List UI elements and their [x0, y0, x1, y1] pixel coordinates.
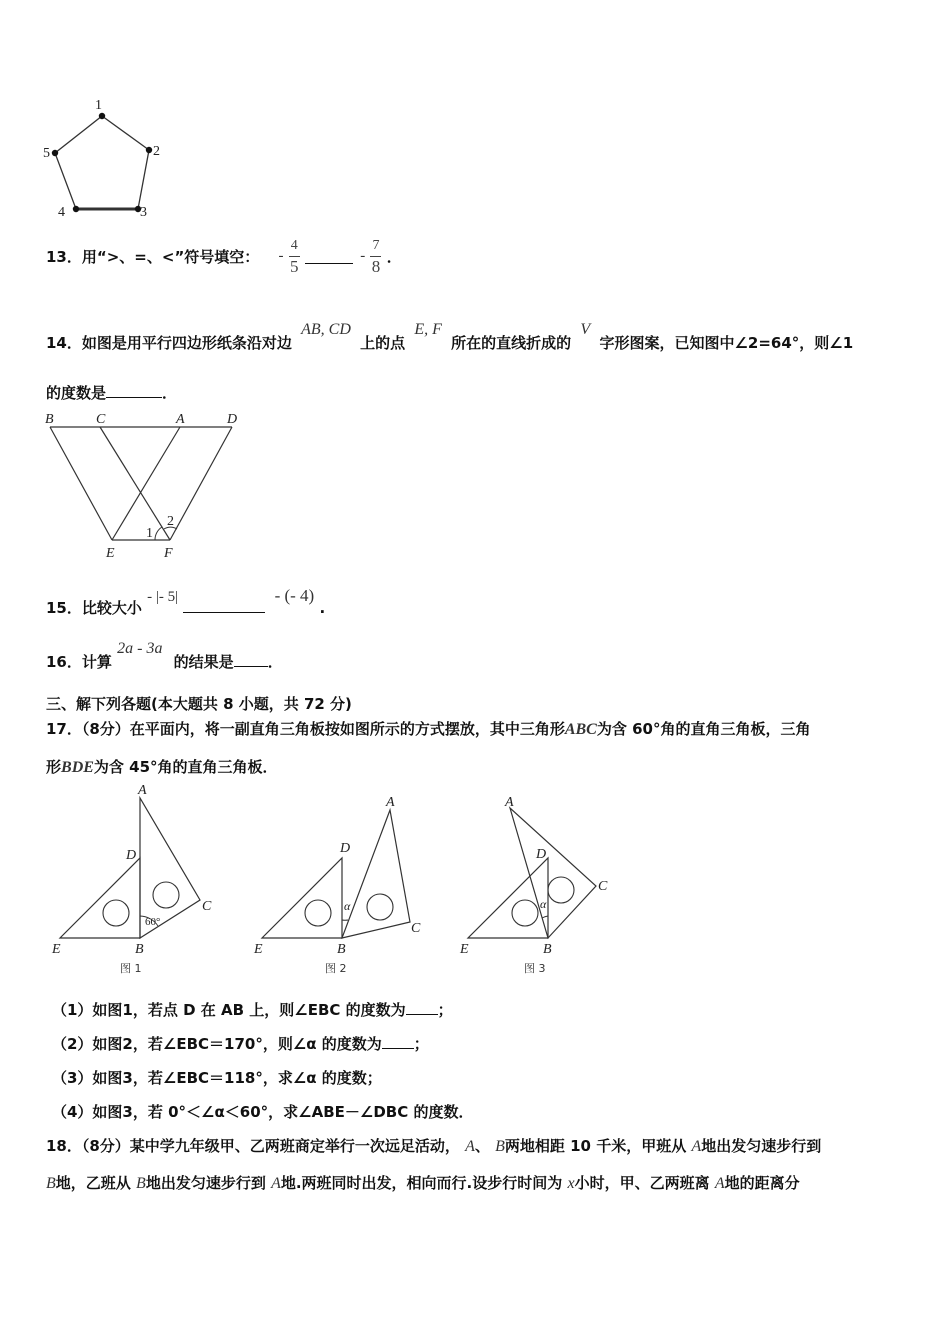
fig2-label: B — [337, 942, 346, 957]
fig2-label: E — [254, 942, 263, 957]
fig14-label-e: E — [106, 546, 115, 561]
q18-var-a: A — [714, 1175, 725, 1192]
q13-frac1-denominator: 5 — [290, 257, 299, 276]
q15-answer-blank[interactable] — [183, 612, 265, 613]
q15-prefix: 15．比较大小 — [46, 599, 142, 617]
figure-2 — [253, 795, 421, 975]
q14-math-abcd: AB, CD — [301, 321, 351, 338]
fig1-caption: 图 1 — [120, 962, 142, 975]
q15-right-expr: - (- 4) — [274, 586, 315, 605]
q17-sub1-blank[interactable] — [406, 1014, 438, 1015]
q17-text-1b: 为含 60°角的直角三角板，三角 — [596, 720, 811, 738]
question-16 — [46, 640, 283, 672]
fig2-label: D — [340, 841, 351, 856]
q13-answer-blank[interactable] — [305, 263, 353, 264]
q18-text-2e: 地的距离分 — [724, 1174, 800, 1192]
q13-frac2-denominator: 8 — [371, 257, 381, 276]
q17-text-1: 17．（8分）在平面内，将一副直角三角板按如图所示的方式摆放，其中三角形 — [46, 720, 565, 738]
q16-suffix: 的结果是 — [173, 653, 234, 671]
q13-fraction-1 — [289, 236, 300, 277]
q18-text-1b: 两地相距 10 千米，甲班从 — [504, 1137, 687, 1155]
q18-text-2d: 小时，甲、乙两班离 — [574, 1174, 710, 1192]
q14-text-1: 14．如图是用平行四边形纸条沿对边 — [46, 334, 292, 352]
q13-fraction-2 — [370, 236, 381, 277]
figure-3 — [459, 795, 608, 975]
q18-text-1c: 地出发匀速步行到 — [701, 1137, 822, 1155]
q18-text-2b: 地出发匀速步行到 — [145, 1174, 266, 1192]
question-14 — [46, 320, 853, 353]
question-17-line-2 — [46, 756, 278, 777]
q17-bde: BDE — [61, 759, 94, 776]
fig3-label: B — [543, 942, 552, 957]
fig3-label: C — [598, 879, 608, 894]
q14-text-4: 字形图案，已知图中∠2=64°，则∠1 — [599, 334, 854, 352]
q18-var-b: B — [46, 1175, 56, 1192]
q18-sep: 、 — [474, 1137, 490, 1155]
fig2-caption: 图 2 — [325, 962, 347, 975]
q13-frac2-numerator: 7 — [370, 236, 381, 257]
pentagon-label: 5 — [43, 146, 50, 161]
q14-text-2: 上的点 — [360, 334, 406, 352]
q18-var-a: A — [691, 1138, 702, 1155]
fig1-label: C — [202, 899, 212, 914]
q18-text-2a: 地，乙班从 — [55, 1174, 131, 1192]
fig3-label: E — [460, 942, 469, 957]
pentagon-figure — [38, 92, 168, 227]
fig14-angle-1: 1 — [146, 526, 153, 541]
q14-end: ． — [162, 384, 178, 402]
fig1-label: B — [135, 942, 144, 957]
q14-line2: 的度数是 — [46, 384, 107, 402]
fig14-label-c: C — [96, 412, 106, 427]
q17-sub-4: （4）如图3，若 0°＜∠α＜60°，求∠ABE－∠DBC 的度数． — [52, 1103, 474, 1121]
fig14-label-b: B — [45, 412, 54, 427]
q13-frac1-numerator: 4 — [289, 236, 300, 257]
fig3-label: D — [536, 847, 547, 862]
pentagon-vertex — [73, 206, 79, 212]
pentagon-label: 1 — [95, 98, 102, 113]
pentagon-vertex — [146, 147, 152, 153]
q13-end: ． — [386, 248, 402, 266]
q18-var-x: x — [567, 1175, 575, 1192]
question-18-line-1 — [46, 1135, 821, 1156]
q18-text-1a: 18．（8分）某中学九年级甲、乙两班商定举行一次远足活动， — [46, 1137, 460, 1155]
q17-sub-1 — [52, 999, 453, 1020]
q17-sub1-text: （1）如图1，若点 D 在 AB 上，则∠EBC 的度数为 — [52, 1001, 406, 1019]
q15-end: . — [319, 599, 326, 617]
q14-answer-blank[interactable] — [106, 397, 162, 398]
q14-text-3: 所在的直线折成的 — [451, 334, 572, 352]
pentagon-vertex — [99, 113, 105, 119]
question-17-line-1 — [46, 718, 810, 739]
q17-sub2-blank[interactable] — [382, 1048, 414, 1049]
section-3-title: 三、解下列各题(本大题共 8 小题，共 72 分) — [46, 695, 352, 713]
fig14-angle-2: 2 — [167, 514, 174, 529]
fig3-caption: 图 3 — [524, 962, 546, 975]
q17-sub-2 — [52, 1033, 429, 1054]
q13-sign-1: - — [278, 248, 284, 264]
q18-var-b: B — [136, 1175, 146, 1192]
q17-sub2-end: ； — [413, 1035, 429, 1053]
question-18-line-2 — [46, 1172, 800, 1193]
pentagon-label: 3 — [140, 205, 147, 220]
q16-prefix: 16．计算 — [46, 653, 112, 671]
fig1-label: D — [126, 848, 137, 863]
fig2-label: α — [344, 899, 351, 913]
fig1-label: E — [52, 942, 61, 957]
fig1-angle-label: 60° — [145, 916, 161, 928]
question-14-line-2 — [46, 382, 177, 403]
q16-end: ． — [267, 653, 283, 671]
q18-text-2c: 地.两班同时出发，相向而行.设步行时间为 — [280, 1174, 563, 1192]
q17-sub2-text: （2）如图2，若∠EBC＝170°，则∠α 的度数为 — [52, 1035, 382, 1053]
fig3-label: α — [540, 897, 547, 911]
q15-left-expr: - |- 5| — [147, 589, 179, 605]
fig14-label-a: A — [176, 412, 185, 427]
q14-math-ef: E, F — [414, 321, 442, 338]
q16-expression: 2a - 3a — [117, 640, 163, 657]
q13-sign-2: - — [360, 248, 366, 264]
q17-sub-3: （3）如图3，若∠EBC＝118°，求∠α 的度数； — [52, 1069, 382, 1087]
q18-var-b: B — [495, 1138, 505, 1155]
figure-1 — [51, 783, 212, 975]
fig1-label: A — [138, 783, 147, 798]
v-fold-figure — [40, 408, 255, 563]
triangle-figures — [40, 782, 620, 982]
fig2-label: A — [386, 795, 395, 810]
fig3-label: A — [505, 795, 514, 810]
q17-text-2b: 为含 45°角的直角三角板． — [93, 758, 278, 776]
q17-text-2a: 形 — [46, 758, 62, 776]
q14-math-v: V — [580, 321, 591, 338]
question-13 — [46, 236, 402, 277]
fig2-label: C — [411, 921, 421, 936]
pentagon-vertex — [52, 150, 58, 156]
q18-var-a: A — [465, 1138, 475, 1155]
pentagon-label: 2 — [153, 144, 160, 159]
q18-var-a: A — [271, 1175, 281, 1192]
q16-answer-blank[interactable] — [234, 666, 268, 667]
fig14-label-d: D — [227, 412, 238, 427]
question-15 — [46, 586, 325, 618]
pentagon-label: 4 — [58, 205, 65, 220]
q13-prefix: 13．用“>、=、<”符号填空： — [46, 248, 260, 266]
q17-abc: ABC — [564, 721, 597, 738]
q17-sub1-end: ； — [437, 1001, 453, 1019]
fig14-label-f: F — [164, 546, 173, 561]
